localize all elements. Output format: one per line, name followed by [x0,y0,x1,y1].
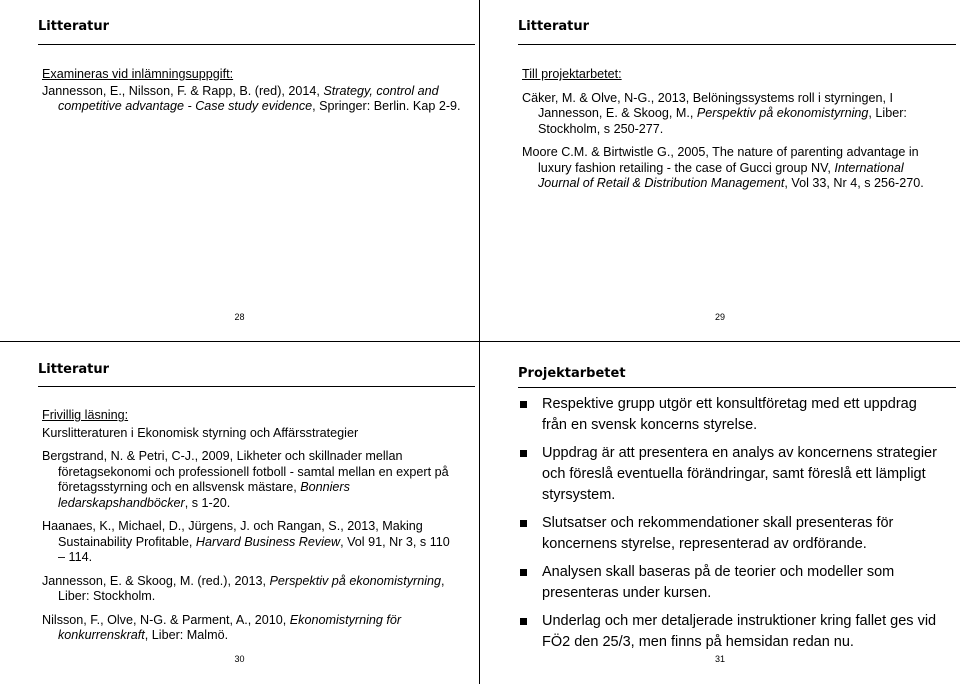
reference-item: Moore C.M. & Birtwistle G., 2005, The nature of parenting advantage in luxury fashion retailing - the case of Gucci group NV, International Journal of Retail & Distribution Management, Vol 33, Nr 4, s 256-270. [522,145,924,190]
section-subheading: Kurslitteraturen i Ekonomisk styrning och Affärsstrategier [42,425,359,440]
slide-title: Litteratur [38,362,110,377]
slide-content [522,67,942,192]
slide-29 [480,0,960,342]
page-number: 29 [714,312,725,322]
section-heading: Frivillig läsning: [42,408,129,422]
reference-item: Jannesson, E. & Skoog, M. (red.), 2013, Perspektiv på ekonomistyrning, Liber: Stockholm. [42,573,445,603]
reference-item: Haanaes, K., Michael, D., Jürgens, J. och Rangan, S., 2013, Making Sustainability Profitable, Harvard Business Review, Vol 91, Nr 3, s 110 – 114. [42,519,450,564]
bullet-item: Underlag och mer detaljerade instruktioner kring fallet ges vid FÖ2 den 25/3, men finns på hemsidan redan nu. [518,611,940,653]
bullet-item: Slutsatser och rekommendationer skall presenteras för koncernens styrelse, representerad av ordförande. [518,513,940,555]
slide-content [42,67,461,115]
slide-30 [0,342,480,684]
slide-title: Litteratur [38,19,110,34]
slide-title: Litteratur [518,19,590,34]
square-bullet-icon [520,520,527,527]
section-heading: Till projektarbetet: [522,67,622,81]
slide-31 [480,342,960,684]
bullet-list [518,394,940,660]
square-bullet-icon [520,401,527,408]
page-number: 31 [714,654,725,664]
square-bullet-icon [520,450,527,457]
square-bullet-icon [520,618,527,625]
section-heading: Examineras vid inlämningsuppgift: [42,67,234,81]
title-divider [38,44,475,45]
reference-item: Cäker, M. & Olve, N-G., 2013, Belöningssystems roll i styrningen, I Jannesson, E. & Skoog, M., Perspektiv på ekonomistyrning, Liber: Stockholm, s 250-277. [522,90,907,136]
title-divider [38,386,475,387]
slide-title: Projektarbetet [518,366,626,381]
reference-item: Bergstrand, N. & Petri, C-J., 2009, Likheter och skillnader mellan företagsekonomi och professionell fotboll - samtal mellan en expert på företagsstyrning och en allsvensk mästare, Bonniers ledarskapshandböcker, s 1-20. [42,449,449,510]
bullet-item: Uppdrag är att presentera en analys av koncernens strategier och föreslå eventuella förändringar, samt föreslå ett lämpligt styrsystem. [518,443,940,506]
reference-item: Jannesson, E., Nilsson, F. & Rapp, B. (red), 2014, Strategy, control and competitive advantage - Case study evidence, Springer: Berlin. Kap 2-9. [42,83,461,113]
reference-item: Nilsson, F., Olve, N-G. & Parment, A., 2010, Ekonomistyrning för konkurrenskraft, Liber: Malmö. [42,612,402,642]
bullet-item: Respektive grupp utgör ett konsultföretag med ett uppdrag från en svensk koncerns styrelse. [518,394,940,436]
bullet-item: Analysen skall baseras på de teorier och modeller som presenteras under kursen. [518,562,940,604]
square-bullet-icon [520,569,527,576]
slide-28 [0,0,480,342]
title-divider [518,44,956,45]
title-divider [518,387,956,388]
page-number: 28 [234,312,245,322]
slide-content [42,408,453,644]
page-number: 30 [234,654,245,664]
